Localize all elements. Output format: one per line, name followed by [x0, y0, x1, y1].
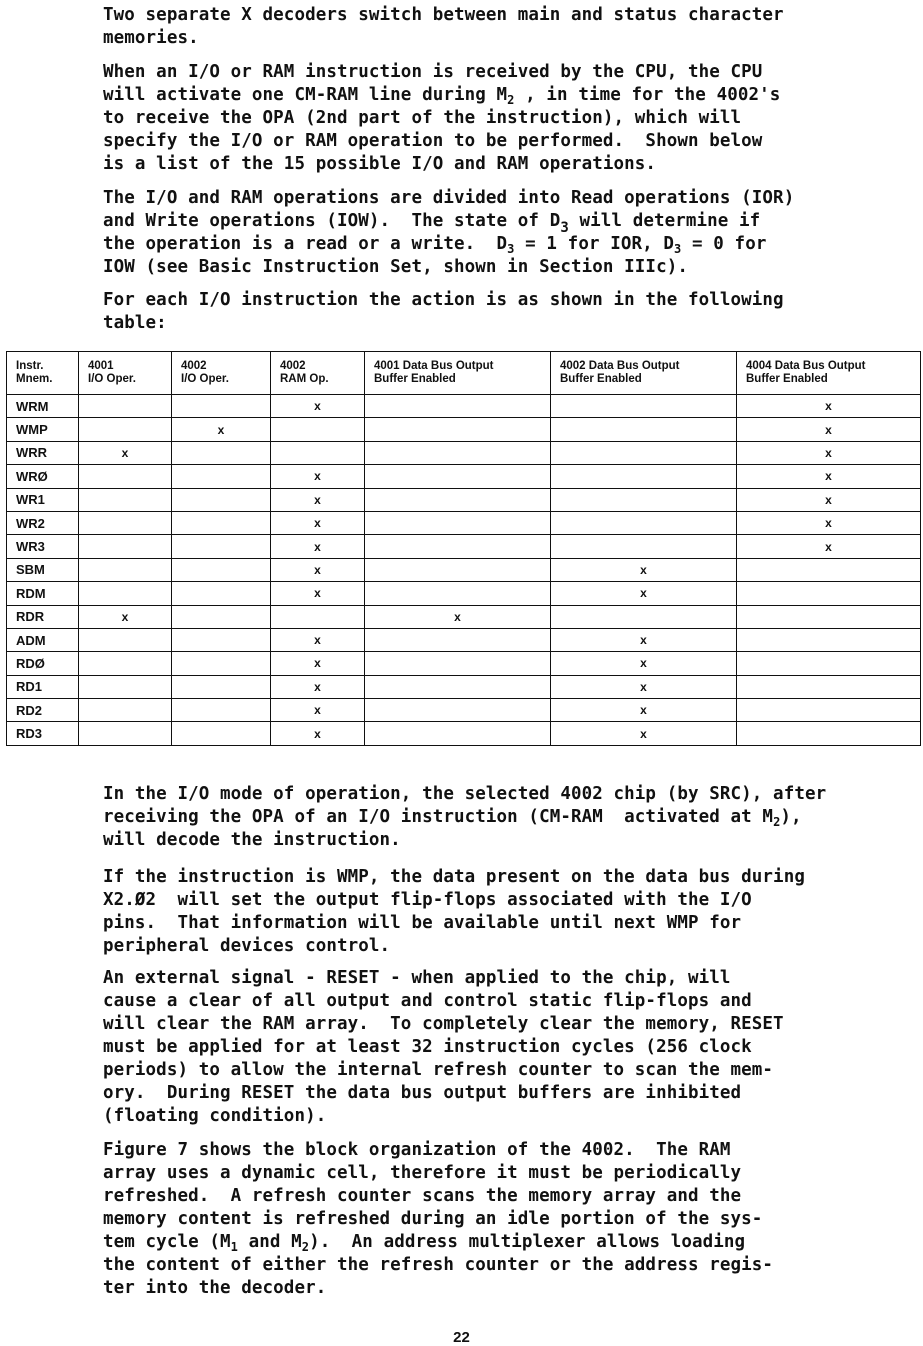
- empty-cell: [172, 605, 271, 628]
- empty-cell: [172, 582, 271, 605]
- check-mark-cell: x: [551, 699, 737, 722]
- empty-cell: [737, 675, 921, 698]
- mnemonic-cell: WRR: [7, 441, 79, 464]
- empty-cell: [365, 675, 551, 698]
- io-operations-table: [6, 351, 921, 746]
- empty-cell: [365, 441, 551, 464]
- empty-cell: [365, 652, 551, 675]
- empty-cell: [551, 418, 737, 441]
- empty-cell: [737, 652, 921, 675]
- header-4001-io-oper: 4001 I/O Oper.: [79, 352, 172, 395]
- empty-cell: [551, 511, 737, 534]
- mnemonic-cell: WRØ: [7, 465, 79, 488]
- empty-cell: [365, 511, 551, 534]
- check-mark-cell: x: [737, 395, 921, 418]
- empty-cell: [737, 605, 921, 628]
- header-4004-buffer: 4004 Data Bus Output Buffer Enabled: [737, 352, 921, 395]
- empty-cell: [79, 465, 172, 488]
- empty-cell: [79, 675, 172, 698]
- check-mark-cell: x: [551, 722, 737, 745]
- table-row: [7, 488, 921, 511]
- check-mark-cell: x: [271, 511, 365, 534]
- mnemonic-cell: SBM: [7, 558, 79, 581]
- check-mark-cell: x: [551, 558, 737, 581]
- check-mark-cell: x: [551, 628, 737, 651]
- table-row: [7, 675, 921, 698]
- check-mark-cell: x: [551, 652, 737, 675]
- paragraph-wmp: If the instruction is WMP, the data present on the data bus during X2.Ø2 will set the output flip-flops associated with the I/O pins. That information will be available until next WMP for peripheral devices control.: [103, 867, 805, 956]
- table-row: [7, 395, 921, 418]
- table-row: [7, 535, 921, 558]
- check-mark-cell: x: [271, 675, 365, 698]
- header-4001-buffer: 4001 Data Bus Output Buffer Enabled: [365, 352, 551, 395]
- table-row: [7, 652, 921, 675]
- empty-cell: [551, 488, 737, 511]
- mnemonic-cell: RDØ: [7, 652, 79, 675]
- paragraph-read-write-operations: The I/O and RAM operations are divided into Read operations (IOR) and Write operations (IOW). The state of $D_3$ will determine if the operation is a read or a write. $D_3 = 1$ for IOR, $D_3 = 0$ for IOW (see Basic Instruction Set, shown in Section IIIc).: [103, 188, 795, 277]
- mnemonic-cell: WR2: [7, 511, 79, 534]
- mnemonic-cell: WMP: [7, 418, 79, 441]
- empty-cell: [365, 628, 551, 651]
- empty-cell: [365, 582, 551, 605]
- check-mark-cell: x: [271, 558, 365, 581]
- empty-cell: [365, 395, 551, 418]
- check-mark-cell: x: [271, 535, 365, 558]
- empty-cell: [365, 465, 551, 488]
- empty-cell: [79, 395, 172, 418]
- empty-cell: [79, 558, 172, 581]
- check-mark-cell: x: [172, 418, 271, 441]
- check-mark-cell: x: [737, 488, 921, 511]
- mnemonic-cell: WRM: [7, 395, 79, 418]
- table-row: [7, 511, 921, 534]
- mnemonic-cell: WR3: [7, 535, 79, 558]
- check-mark-cell: x: [271, 699, 365, 722]
- table-row: [7, 465, 921, 488]
- table-row: [7, 699, 921, 722]
- empty-cell: [271, 605, 365, 628]
- table-row: [7, 722, 921, 745]
- check-mark-cell: x: [271, 722, 365, 745]
- empty-cell: [172, 441, 271, 464]
- empty-cell: [172, 465, 271, 488]
- check-mark-cell: x: [79, 605, 172, 628]
- paragraph-reset: An external signal - RESET - when applied to the chip, will cause a clear of all output and control static flip-flops and will clear the RAM array. To completely clear the memory, RESET must be applied for at least 32 instruction cycles (256 clock periods) to allow the internal refresh counter to scan the mem- ory. During RESET the data bus output buffers are inhibited (floating condition).: [103, 968, 784, 1126]
- empty-cell: [172, 628, 271, 651]
- empty-cell: [551, 465, 737, 488]
- table-row: [7, 558, 921, 581]
- empty-cell: [79, 652, 172, 675]
- empty-cell: [172, 511, 271, 534]
- table-row: [7, 582, 921, 605]
- empty-cell: [737, 722, 921, 745]
- empty-cell: [271, 441, 365, 464]
- check-mark-cell: x: [271, 582, 365, 605]
- empty-cell: [172, 722, 271, 745]
- empty-cell: [79, 488, 172, 511]
- check-mark-cell: x: [271, 628, 365, 651]
- paragraph-x-decoders: Two separate X decoders switch between main and status character memories.: [103, 5, 784, 48]
- page-number: 22: [453, 1329, 470, 1346]
- paragraph-block-organization: Figure 7 shows the block organization of the 4002. The RAM array uses a dynamic cell, therefore it must be periodically refreshed. A refresh counter scans the memory array and the memory content is refreshed during an idle portion of the sys- tem cycle ($M_1$ and $M_2$). An address multiplexer allows loading the content of either the refresh counter or the address regis- ter into the decoder.: [103, 1140, 774, 1298]
- empty-cell: [737, 582, 921, 605]
- check-mark-cell: x: [737, 418, 921, 441]
- empty-cell: [551, 441, 737, 464]
- empty-cell: [172, 395, 271, 418]
- empty-cell: [365, 722, 551, 745]
- table-row: [7, 418, 921, 441]
- empty-cell: [551, 395, 737, 418]
- empty-cell: [551, 605, 737, 628]
- empty-cell: [172, 675, 271, 698]
- paragraph-io-mode: In the I/O mode of operation, the selected 4002 chip (by SRC), after receiving the OPA of an I/O instruction (CM-RAM activated at $M_2$), will decode the instruction.: [103, 784, 827, 850]
- table-header-row: [7, 352, 921, 395]
- check-mark-cell: x: [271, 652, 365, 675]
- mnemonic-cell: RDR: [7, 605, 79, 628]
- empty-cell: [172, 652, 271, 675]
- check-mark-cell: x: [737, 465, 921, 488]
- mnemonic-cell: WR1: [7, 488, 79, 511]
- check-mark-cell: x: [365, 605, 551, 628]
- header-4002-buffer: 4002 Data Bus Output Buffer Enabled: [551, 352, 737, 395]
- empty-cell: [551, 535, 737, 558]
- empty-cell: [737, 628, 921, 651]
- mnemonic-cell: RDM: [7, 582, 79, 605]
- empty-cell: [172, 488, 271, 511]
- check-mark-cell: x: [737, 441, 921, 464]
- mnemonic-cell: RD3: [7, 722, 79, 745]
- empty-cell: [365, 558, 551, 581]
- table-row: [7, 441, 921, 464]
- paragraph-io-ram-instruction: When an I/O or RAM instruction is received by the CPU, the CPU will activate one CM-RAM line during $M_2$ , in time for the 4002's to receive the OPA (2nd part of the instruction), which will specify the I/O or RAM operation to be performed. Shown below is a list of the 15 possible I/O and RAM operations.: [103, 62, 781, 174]
- empty-cell: [365, 535, 551, 558]
- check-mark-cell: x: [271, 488, 365, 511]
- empty-cell: [365, 488, 551, 511]
- table-row: [7, 628, 921, 651]
- table-body: [7, 395, 921, 746]
- empty-cell: [737, 558, 921, 581]
- empty-cell: [172, 558, 271, 581]
- empty-cell: [79, 722, 172, 745]
- mnemonic-cell: RD2: [7, 699, 79, 722]
- empty-cell: [79, 535, 172, 558]
- check-mark-cell: x: [551, 582, 737, 605]
- header-instr-mnem: Instr. Mnem.: [7, 352, 79, 395]
- empty-cell: [79, 699, 172, 722]
- empty-cell: [172, 535, 271, 558]
- empty-cell: [79, 628, 172, 651]
- empty-cell: [79, 582, 172, 605]
- check-mark-cell: x: [737, 511, 921, 534]
- table-row: [7, 605, 921, 628]
- empty-cell: [365, 699, 551, 722]
- header-4002-io-oper: 4002 I/O Oper.: [172, 352, 271, 395]
- paragraph-table-intro: For each I/O instruction the action is as shown in the following table:: [103, 290, 784, 333]
- check-mark-cell: x: [271, 395, 365, 418]
- empty-cell: [172, 699, 271, 722]
- empty-cell: [79, 418, 172, 441]
- mnemonic-cell: ADM: [7, 628, 79, 651]
- empty-cell: [79, 511, 172, 534]
- mnemonic-cell: RD1: [7, 675, 79, 698]
- empty-cell: [271, 418, 365, 441]
- check-mark-cell: x: [79, 441, 172, 464]
- check-mark-cell: x: [271, 465, 365, 488]
- empty-cell: [737, 699, 921, 722]
- header-4002-ram-op: 4002 RAM Op.: [271, 352, 365, 395]
- check-mark-cell: x: [551, 675, 737, 698]
- check-mark-cell: x: [737, 535, 921, 558]
- empty-cell: [365, 418, 551, 441]
